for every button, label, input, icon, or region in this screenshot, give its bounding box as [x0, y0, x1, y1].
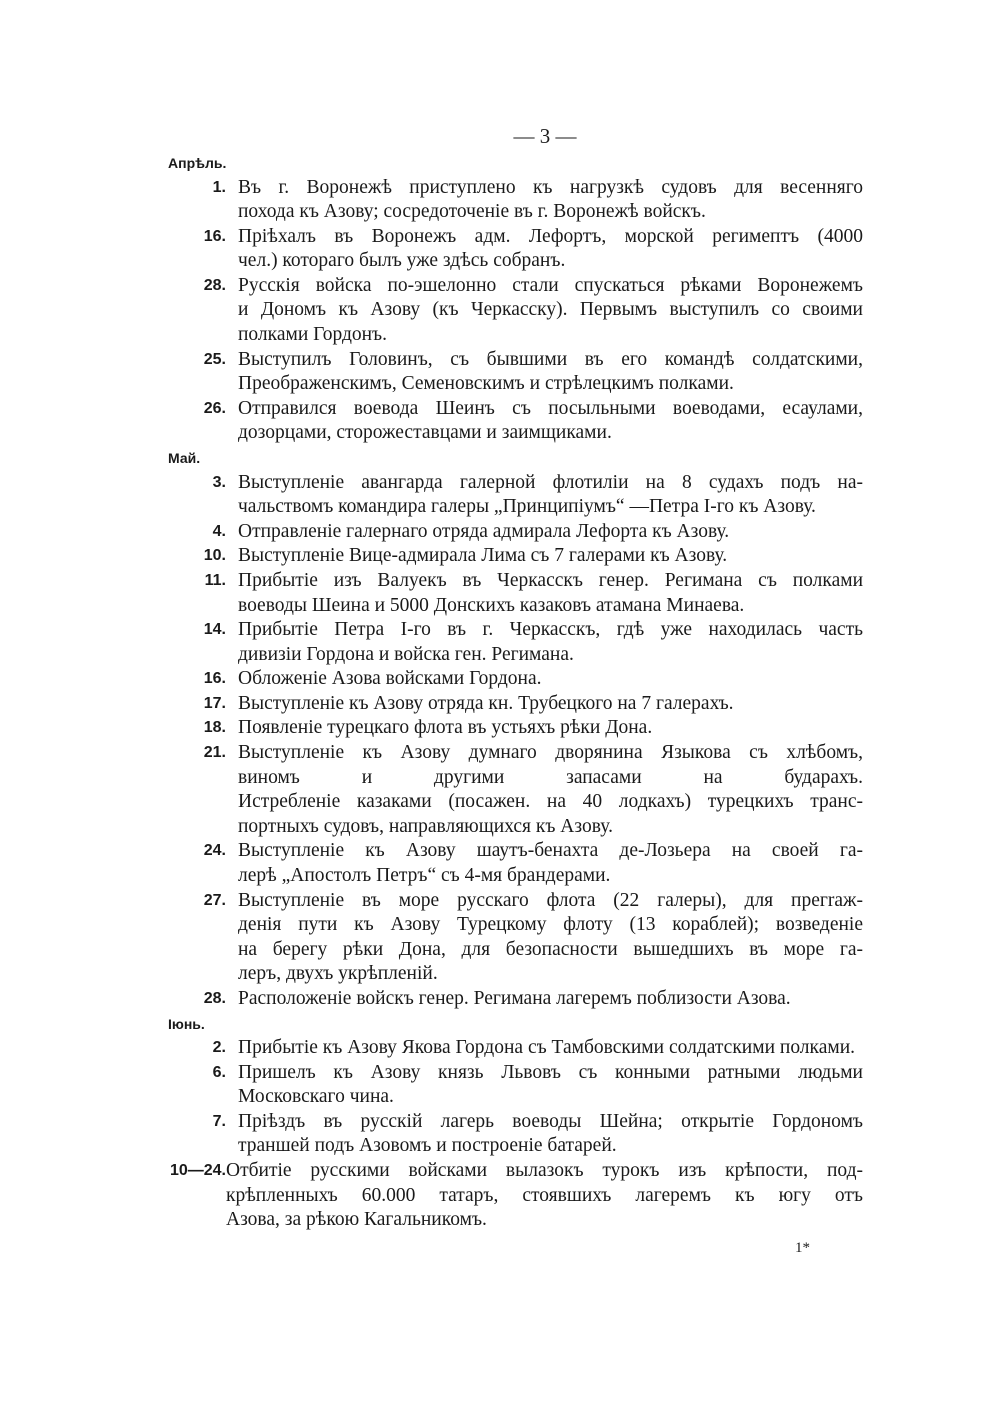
entry-date: 1. [212, 178, 226, 196]
signature-mark: 1* [795, 1240, 810, 1256]
entry-date: 3. [212, 473, 226, 491]
entry-text-line: Азова, за рѣкою Кагальникомъ. [226, 1209, 487, 1231]
entry-text-line: Пріѣздъ въ русскій лагерь воеводы Шейна; открытіе Гордономъ [238, 1110, 863, 1132]
entry-date: 25. [203, 350, 226, 368]
entry-text-line: Русскія войска по-эшелонно стали спускаться рѣками Воронежемъ [238, 274, 863, 296]
chronology-entry [168, 889, 863, 987]
entry-text-line: денія пути къ Азову Турецкому флоту (13 кораблей); возведеніе [238, 914, 863, 936]
chronology-entry [168, 1036, 863, 1061]
entry-text-line: Въ г. Воронежѣ приступлено къ нагрузкѣ судовъ для весенняго [238, 176, 863, 198]
entry-date: 18. [203, 719, 226, 737]
entry-text-line: Пришелъ къ Азову князь Львовъ съ конными ратными людьми [238, 1061, 863, 1083]
entry-text-line: Выступленіе къ Азову думнаго дворянина Языкова съ хлѣбомъ, [238, 742, 863, 764]
entry-date: 28. [203, 990, 226, 1007]
entry-text-line: лерѣ „Апостолъ Петръ“ съ 4-мя брандерами. [238, 865, 611, 887]
entry-text-line: дозорцами, сторожеставцами и заимщиками. [238, 422, 612, 444]
entry-date: 7. [212, 1112, 226, 1130]
entry-text-line: чальствомъ командира галеры „Принципіумъ“ —Петра I-го къ Азову. [238, 496, 816, 518]
entry-text-line: Преображенскимъ, Семеновскимъ и стрѣлецкимъ полками. [238, 373, 734, 395]
month-heading: Апрѣль. [168, 155, 227, 171]
chronology-entry [168, 839, 863, 888]
chronology-entry [168, 716, 863, 741]
entry-text-line: Выступленіе въ море русскаго флота (22 галеры), для прегraж- [238, 889, 863, 911]
entry-text-line: крѣпленныхъ 60.000 татаръ, стоявшихъ лагеремъ къ югу отъ [226, 1184, 863, 1206]
entry-date: 26. [203, 399, 226, 417]
entry-text-line: Выступилъ Головинъ, съ бывшими въ его командѣ солдатскими, [238, 348, 863, 370]
chronology-body [168, 151, 863, 1233]
entry-text-line: Выступленіе авангарда галерной флотиліи на 8 судахъ подъ на- [238, 471, 863, 493]
entry-date: 16. [203, 227, 226, 245]
entry-date: 4. [212, 522, 226, 540]
entry-date: 27. [203, 891, 226, 909]
entry-text-line: Обложеніе Азова войсками Гордона. [238, 668, 542, 690]
month-heading: Май. [168, 450, 201, 467]
entry-text-line: Выступленіе къ Азову шаутъ-бенахта де-Лозьера на своей га- [238, 840, 863, 862]
entry-text-line: Отправленіе галернаго отряда адмирала Лефорта къ Азову. [238, 520, 730, 542]
entry-date: 14. [203, 621, 226, 639]
entry-text-line: Выступленіе Вице-адмирала Лима съ 7 галерами къ Азову. [238, 545, 728, 567]
chronology-entry [168, 741, 863, 839]
entry-text-line: Прибытіе изъ Валуекъ въ Черкасскъ генер. Регимана съ полками [238, 569, 863, 591]
chronology-entry [168, 176, 863, 225]
chronology-entry [168, 692, 863, 717]
entry-text-line: Прибытіе къ Азову Якова Гордона съ Тамбовскими солдатскими полками. [238, 1037, 856, 1059]
entry-text-line: воеводы Шеина и 5000 Донскихъ казаковъ атамана Минаева. [238, 594, 745, 616]
chronology-entry [168, 520, 863, 545]
entry-date: 28. [203, 276, 226, 294]
entry-date: 17. [203, 694, 226, 712]
entry-text-line: Московскаго чина. [238, 1086, 394, 1108]
entry-text-line: полками Гордонъ. [238, 324, 388, 346]
chronology-entry [168, 348, 863, 397]
entry-text-line: Расположеніе войскъ генер. Регимана лагеремъ поблизости Азова. [238, 988, 791, 1009]
entry-date: 21. [203, 744, 226, 762]
entry-text-line: на берегу рѣки Дона, для безопасности вышедшихъ въ море га- [238, 938, 863, 960]
month-heading: Іюнь. [168, 1015, 205, 1032]
entry-date: 11. [204, 571, 226, 589]
entry-date: 10. [203, 547, 226, 565]
chronology-entry [168, 987, 863, 1012]
entry-date: 10—24. [169, 1162, 226, 1180]
entry-date: 24. [203, 842, 226, 860]
entry-text-line: портныхъ судовъ, направляющихся къ Азову. [238, 815, 613, 837]
chronology-entry [168, 1061, 863, 1110]
chronology-entry [168, 225, 863, 274]
chronology-entry [168, 471, 863, 520]
page-number: — 3 — [513, 124, 577, 148]
entry-text-line: похода къ Азову; сосредоточеніе въ г. Воронежѣ войскъ. [238, 201, 706, 223]
entry-text-line: Появленіе турецкаго флота въ устьяхъ рѣки Дона. [238, 717, 653, 739]
chronology-entry [168, 618, 863, 667]
entry-text-line: Отбитіе русскими войсками вылазокъ турокъ изъ крѣпости, под- [226, 1160, 863, 1182]
entry-text-line: и Дономъ къ Азову (къ Черкасску). Первымъ выступилъ со своими [238, 299, 863, 321]
chronology-entry [168, 569, 863, 618]
chronology-entry [168, 1110, 863, 1159]
entry-text-line: Отправился воевода Шеинъ съ посыльными воеводами, есаулами, [238, 397, 863, 419]
entry-date: 16. [203, 670, 226, 688]
entry-text-line: Пріѣхалъ въ Воронежъ адм. Лефортъ, морской регимептъ (4000 [238, 225, 863, 247]
entry-text-line: дивизіи Гордона и войска ген. Регимана. [238, 643, 574, 665]
chronology-entry [168, 667, 863, 692]
entry-date: 6. [212, 1063, 226, 1081]
chronology-entry [168, 544, 863, 569]
chronology-entry [168, 1159, 863, 1233]
entry-text-line: леръ, двухъ укрѣпленій. [238, 963, 438, 985]
entry-text-line: Выступленіе къ Азову отряда кн. Трубецкого на 7 галерахъ. [238, 692, 734, 714]
entry-text-line: Истребленіе казаками (посажен. на 40 лодкахъ) турецкихъ транс- [238, 791, 863, 813]
entry-text-line: траншей подъ Азовомъ и построеніе батарей. [238, 1135, 617, 1157]
entry-text-line: Прибытіе Петра I-го въ г. Черкасскъ, гдѣ уже находилась часть [238, 619, 863, 641]
entry-text-line: виномъ и другими запасами на бударахъ. [238, 766, 863, 788]
chronology-entry [168, 397, 863, 446]
entry-date: 2. [212, 1039, 226, 1057]
chronology-entry [168, 274, 863, 348]
entry-text-line: чел.) котораго былъ уже здѣсь собранъ. [238, 250, 566, 272]
